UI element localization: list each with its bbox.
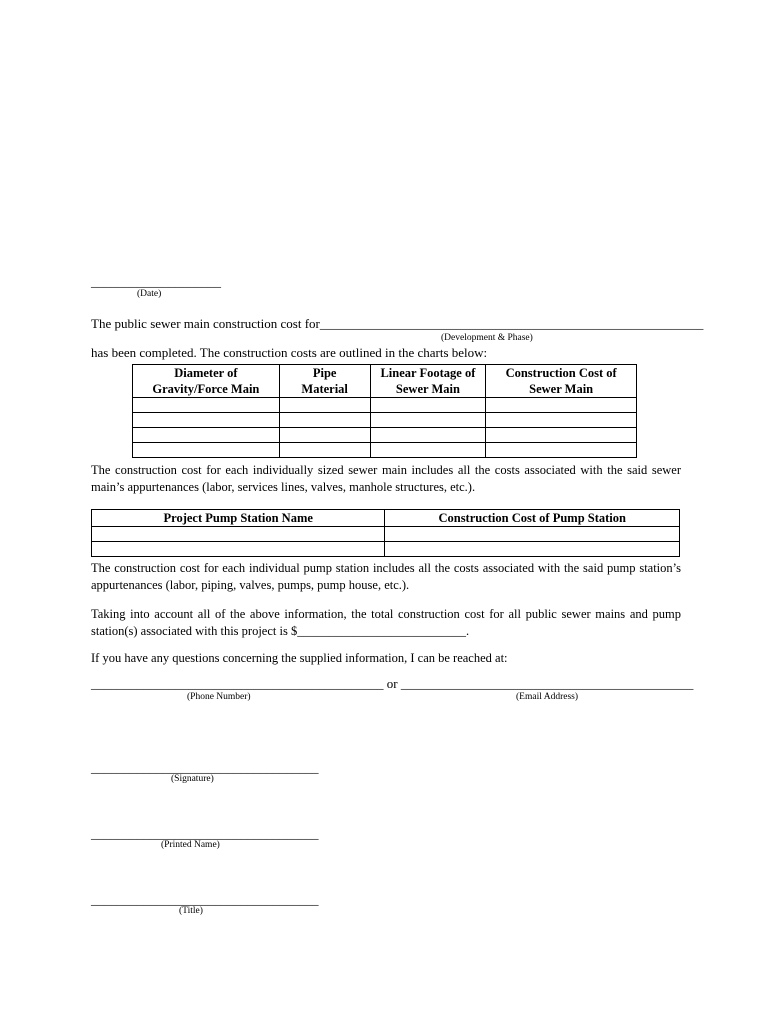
signature-blank[interactable]: ___________________________________ bbox=[91, 760, 319, 775]
signature-label: (Signature) bbox=[171, 774, 214, 784]
header-pump-station-cost: Construction Cost of Pump Station bbox=[385, 510, 680, 527]
table-row bbox=[92, 527, 680, 542]
intro-line-1: The public sewer main construction cost for___________________________________________________________ bbox=[91, 316, 704, 331]
title-label: (Title) bbox=[179, 906, 203, 916]
contact-blank-line[interactable]: _____________________________________________ or _____________________________________________ bbox=[91, 676, 694, 691]
development-phase-label: (Development & Phase) bbox=[441, 333, 533, 343]
table-cell[interactable] bbox=[279, 398, 370, 413]
header-pump-station-name: Project Pump Station Name bbox=[92, 510, 385, 527]
table-cell[interactable] bbox=[370, 413, 486, 428]
table-header-row bbox=[133, 365, 637, 398]
table-cell[interactable] bbox=[92, 542, 385, 557]
table-row bbox=[133, 398, 637, 413]
table-cell[interactable] bbox=[279, 413, 370, 428]
table-row bbox=[133, 443, 637, 458]
header-text: Linear Footage of bbox=[380, 366, 476, 380]
header-text: Sewer Main bbox=[395, 382, 460, 396]
pump-station-table bbox=[91, 509, 680, 557]
contact-prompt: If you have any questions concerning the supplied information, I can be reached at: bbox=[91, 651, 508, 665]
table-cell[interactable] bbox=[133, 428, 280, 443]
printed-name-label: (Printed Name) bbox=[161, 840, 220, 850]
header-text: Gravity/Force Main bbox=[152, 382, 260, 396]
table-header-row bbox=[92, 510, 680, 527]
table-cell[interactable] bbox=[133, 398, 280, 413]
table-row bbox=[133, 428, 637, 443]
pump-station-note: The construction cost for each individual pump station includes all the costs associated with the said pump station’s appurtenances (labor, piping, valves, pumps, pump house, etc.). bbox=[91, 561, 681, 592]
header-linear-footage bbox=[370, 365, 486, 398]
table-cell[interactable] bbox=[133, 443, 280, 458]
table-cell[interactable] bbox=[279, 443, 370, 458]
table-cell[interactable] bbox=[385, 527, 680, 542]
table-cell[interactable] bbox=[486, 413, 637, 428]
date-blank[interactable]: ____________________ bbox=[91, 274, 221, 289]
table-cell[interactable] bbox=[92, 527, 385, 542]
header-text: Material bbox=[301, 382, 348, 396]
table-cell[interactable] bbox=[279, 428, 370, 443]
header-text: Sewer Main bbox=[529, 382, 594, 396]
table-cell[interactable] bbox=[385, 542, 680, 557]
header-construction-cost bbox=[486, 365, 637, 398]
header-pipe-material bbox=[279, 365, 370, 398]
table-cell[interactable] bbox=[370, 428, 486, 443]
table-cell[interactable] bbox=[370, 443, 486, 458]
table-row bbox=[133, 413, 637, 428]
header-text: Diameter of bbox=[174, 366, 238, 380]
sewer-main-note: The construction cost for each individually sized sewer main includes all the costs associated with the said sewer main’s appurtenances (labor, services lines, valves, manhole structures, etc.). bbox=[91, 463, 681, 494]
intro-line-2: has been completed. The construction costs are outlined in the charts below: bbox=[91, 345, 488, 360]
table-cell[interactable] bbox=[133, 413, 280, 428]
header-text: Pipe bbox=[312, 366, 337, 380]
header-text: Construction Cost of bbox=[505, 366, 617, 380]
table-cell[interactable] bbox=[486, 428, 637, 443]
table-cell[interactable] bbox=[486, 443, 637, 458]
table-row bbox=[92, 542, 680, 557]
phone-number-label: (Phone Number) bbox=[187, 692, 251, 702]
table-cell[interactable] bbox=[370, 398, 486, 413]
total-cost-statement: Taking into account all of the above information, the total construction cost for all public sewer mains and pump station(s) associated with this project is $___________________________. bbox=[91, 607, 681, 638]
sewer-main-costs-table bbox=[132, 364, 637, 458]
printed-name-blank[interactable]: ___________________________________ bbox=[91, 826, 319, 841]
header-diameter bbox=[133, 365, 280, 398]
table-cell[interactable] bbox=[486, 398, 637, 413]
title-blank[interactable]: ___________________________________ bbox=[91, 892, 319, 907]
email-address-label: (Email Address) bbox=[516, 692, 579, 702]
date-label: (Date) bbox=[137, 289, 162, 299]
